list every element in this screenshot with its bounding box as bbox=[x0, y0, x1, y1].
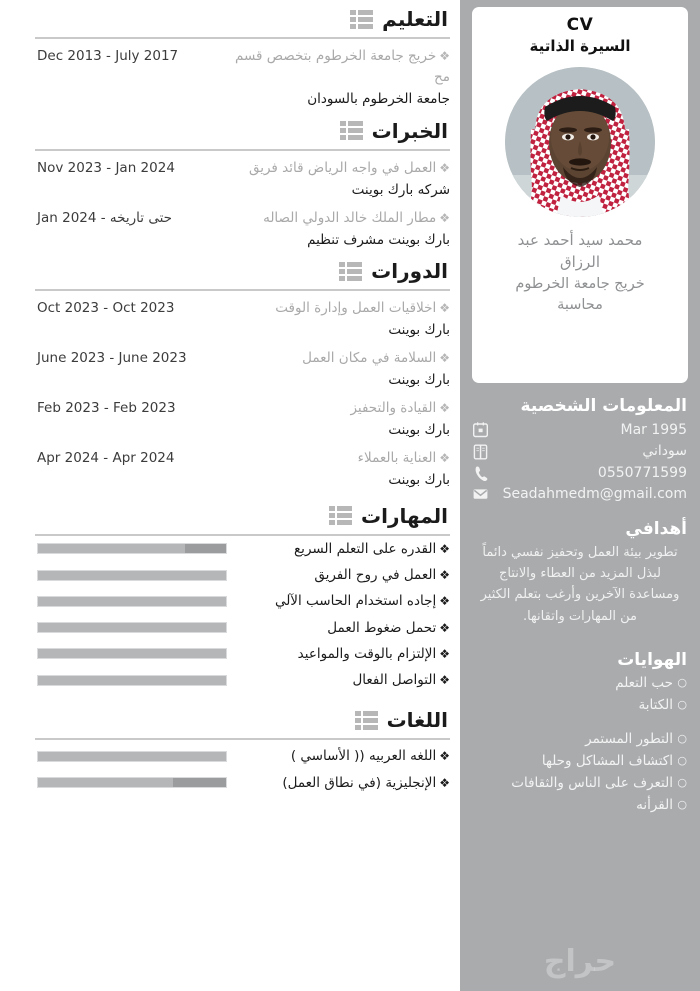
entry-title-text: اخلاقيات العمل وإدارة الوقت bbox=[275, 300, 437, 317]
entry-subtitle: جامعة الخرطوم بالسودان bbox=[307, 90, 450, 107]
bullet-icon: ❖ bbox=[439, 568, 450, 583]
bullet-icon: ❖ bbox=[439, 646, 450, 661]
profile-card bbox=[472, 7, 688, 383]
hobbies-list-secondary bbox=[473, 729, 687, 816]
skill-row bbox=[0, 641, 460, 667]
info-row-email[interactable] bbox=[473, 484, 687, 504]
entry-body bbox=[227, 348, 450, 391]
entry-body bbox=[227, 158, 450, 201]
skill-label-text: التواصل الفعال bbox=[352, 672, 437, 689]
sidebar-section-hobbies bbox=[460, 649, 700, 817]
entry-title bbox=[227, 158, 450, 179]
info-value-birthdate: Mar 1995 bbox=[620, 422, 687, 439]
entry-title bbox=[227, 398, 450, 419]
bullet-icon: ❖ bbox=[439, 49, 450, 63]
section-header-education bbox=[0, 0, 460, 34]
avatar bbox=[505, 67, 655, 217]
entry-subtitle: شركه بارك بوينت bbox=[351, 181, 450, 198]
experience-entry bbox=[0, 151, 460, 201]
bullet-icon: ❖ bbox=[439, 541, 450, 556]
hobby-text: الكتابة bbox=[638, 696, 673, 713]
watermark: حراج bbox=[543, 944, 617, 979]
bullet-icon: ❖ bbox=[439, 301, 450, 316]
skill-label bbox=[227, 591, 450, 611]
skill-row bbox=[0, 536, 460, 562]
entry-title-text: السلامة في مكان العمل bbox=[302, 350, 437, 367]
hobby-item bbox=[473, 729, 687, 751]
bullet-icon: ❖ bbox=[439, 673, 450, 688]
section-header-courses bbox=[0, 252, 460, 286]
language-row bbox=[0, 740, 460, 769]
entry-date: June 2023 - June 2023 bbox=[37, 350, 187, 367]
circle-bullet-icon: ○ bbox=[677, 776, 687, 790]
skill-label bbox=[227, 565, 450, 585]
hobby-item bbox=[473, 773, 687, 795]
info-row-birthdate bbox=[473, 420, 687, 440]
circle-bullet-icon: ○ bbox=[677, 732, 687, 746]
entry-subtitle: بارك بوينت bbox=[388, 372, 450, 389]
info-value-email: Seadahmedm@gmail.com bbox=[502, 485, 687, 502]
list-grid-icon bbox=[339, 262, 362, 281]
language-bar bbox=[37, 777, 227, 788]
hobby-item bbox=[473, 751, 687, 773]
bullet-icon: ❖ bbox=[439, 351, 450, 366]
hobbies-title: الهوايات bbox=[617, 649, 687, 670]
skill-bar bbox=[37, 570, 227, 581]
envelope-icon bbox=[473, 486, 488, 502]
experience-entry bbox=[0, 201, 460, 251]
bullet-icon: ❖ bbox=[439, 775, 450, 790]
circle-bullet-icon: ○ bbox=[677, 697, 687, 711]
profile-name-block bbox=[480, 229, 680, 318]
skill-label bbox=[227, 644, 450, 664]
skill-label bbox=[227, 618, 450, 638]
skill-label bbox=[227, 670, 450, 690]
list-grid-icon bbox=[329, 506, 352, 525]
sidebar-section-goals bbox=[460, 518, 700, 626]
info-value-phone: 0550771599 bbox=[597, 464, 687, 481]
skill-bar bbox=[37, 675, 227, 686]
entry-title-text: العمل في واجه الرياض قائد فريق bbox=[248, 159, 437, 176]
sidebar-section-personal-info bbox=[460, 395, 700, 504]
hobby-text: اكتشاف المشاكل وحلها bbox=[541, 753, 673, 770]
language-label bbox=[227, 773, 450, 793]
skill-label bbox=[227, 539, 450, 559]
entry-title-text: العناية بالعملاء bbox=[357, 449, 437, 466]
personal-info-list bbox=[473, 420, 687, 504]
profile-name-line1: محمد سيد أحمد عبد bbox=[517, 230, 643, 249]
entry-title-text: القيادة والتحفيز bbox=[350, 400, 437, 417]
education-entry bbox=[0, 39, 460, 110]
passport-icon bbox=[473, 444, 488, 460]
entry-date: Apr 2024 - Apr 2024 bbox=[37, 449, 175, 466]
skill-bar bbox=[37, 543, 227, 554]
bullet-icon: ❖ bbox=[439, 401, 450, 416]
entry-title bbox=[227, 348, 450, 369]
goals-text: تطوير بيئة العمل وتحفيز نفسي دائماً لبذل المزيد من العطاء والانتاج ومساعدة الآخرين وأرغب بتعلم الكثير من المهارات واتقانها. bbox=[480, 545, 680, 624]
circle-bullet-icon: ○ bbox=[677, 675, 687, 689]
language-bar bbox=[37, 751, 227, 762]
entry-subtitle: بارك بوينت مشرف تنظيم bbox=[307, 231, 450, 248]
course-entry bbox=[0, 341, 460, 391]
info-row-phone[interactable] bbox=[473, 463, 687, 483]
entry-body bbox=[227, 208, 450, 251]
cv-title-en: CV bbox=[566, 15, 594, 35]
info-row-nationality bbox=[473, 441, 687, 461]
bullet-icon: ❖ bbox=[439, 450, 450, 465]
sidebar bbox=[460, 0, 700, 991]
hobby-item bbox=[473, 695, 687, 717]
entry-title bbox=[227, 46, 450, 88]
section-experience bbox=[0, 112, 460, 251]
skill-label-text: العمل في روح الفريق bbox=[314, 567, 437, 584]
profile-education: خريج جامعة الخرطوم bbox=[515, 275, 645, 292]
entry-date: Dec 2013 - July 2017 bbox=[37, 48, 179, 64]
hobbies-list-primary bbox=[473, 673, 687, 717]
language-label bbox=[227, 746, 450, 766]
profile-name-line2: الرزاق bbox=[559, 253, 601, 272]
language-label-text: اللغه العربيه (( الأساسي ) bbox=[290, 748, 437, 765]
course-entry bbox=[0, 291, 460, 341]
calendar-icon bbox=[473, 422, 488, 438]
skill-bar bbox=[37, 622, 227, 633]
skill-row bbox=[0, 667, 460, 693]
info-value-nationality: سوداني bbox=[642, 443, 687, 460]
entry-date: Nov 2023 - Jan 2024 bbox=[37, 159, 175, 176]
section-header-skills bbox=[0, 497, 460, 531]
section-education bbox=[0, 0, 460, 110]
entry-subtitle: بارك بوينت bbox=[388, 322, 450, 339]
personal-info-title: المعلومات الشخصية bbox=[520, 396, 687, 416]
entry-body bbox=[227, 298, 450, 341]
bullet-icon: ❖ bbox=[439, 594, 450, 609]
entry-body bbox=[227, 398, 450, 441]
circle-bullet-icon: ○ bbox=[677, 754, 687, 768]
hobbies-spacer bbox=[473, 716, 687, 727]
entry-date: Feb 2023 - Feb 2023 bbox=[37, 400, 176, 417]
skill-label-text: القدره على التعلم السريع bbox=[294, 540, 437, 557]
course-entry bbox=[0, 441, 460, 491]
entry-date: Oct 2023 - Oct 2023 bbox=[37, 300, 175, 317]
skill-row bbox=[0, 588, 460, 614]
entry-body bbox=[227, 46, 450, 110]
section-skills bbox=[0, 497, 460, 694]
entry-subtitle: بارك بوينت bbox=[388, 471, 450, 488]
hobby-item bbox=[473, 673, 687, 695]
skill-label-text: تحمل ضغوط العمل bbox=[327, 619, 437, 636]
skill-bar bbox=[37, 596, 227, 607]
hobby-text: القرأنه bbox=[636, 796, 673, 813]
hobby-item bbox=[473, 795, 687, 817]
section-title-languages: اللغات bbox=[386, 708, 448, 733]
circle-bullet-icon: ○ bbox=[677, 797, 687, 811]
skill-bar bbox=[37, 648, 227, 659]
entry-title bbox=[227, 208, 450, 229]
profile-major: محاسبة bbox=[557, 297, 603, 314]
section-header-experience bbox=[0, 112, 460, 146]
cv-title-ar: السيرة الذاتية bbox=[529, 36, 631, 55]
section-languages bbox=[0, 701, 460, 796]
section-courses bbox=[0, 252, 460, 490]
entry-title bbox=[227, 448, 450, 469]
phone-icon bbox=[473, 465, 488, 481]
section-title-education: التعليم bbox=[382, 7, 448, 31]
skill-row bbox=[0, 615, 460, 641]
section-title-experience: الخبرات bbox=[371, 118, 448, 143]
language-label-text: الإنجليزية (في نطاق العمل) bbox=[282, 774, 437, 791]
section-title-skills: المهارات bbox=[361, 503, 448, 528]
section-header-languages bbox=[0, 701, 460, 735]
hobby-text: التعرف على الناس والثقافات bbox=[511, 775, 673, 792]
hobby-text: حب التعلم bbox=[615, 674, 673, 691]
entry-title-text: خريج جامعة الخرطوم بتخصص قسم مح bbox=[234, 48, 450, 85]
bullet-icon: ❖ bbox=[439, 620, 450, 635]
language-row bbox=[0, 770, 460, 796]
bullet-icon: ❖ bbox=[439, 749, 450, 764]
list-grid-icon bbox=[350, 10, 373, 29]
goals-title: أهدافي bbox=[625, 519, 687, 540]
bullet-icon: ❖ bbox=[439, 210, 450, 225]
list-grid-icon bbox=[340, 121, 363, 140]
list-grid-icon bbox=[355, 711, 378, 730]
entry-body bbox=[227, 448, 450, 491]
skill-row bbox=[0, 562, 460, 588]
hobby-text: التطور المستمر bbox=[585, 731, 673, 748]
section-title-courses: الدورات bbox=[371, 259, 448, 284]
entry-title-text: مطار الملك خالد الدولي الصاله bbox=[263, 209, 437, 226]
bullet-icon: ❖ bbox=[439, 160, 450, 175]
entry-date: Jan 2024 - حتى تاريخه bbox=[37, 209, 172, 226]
entry-subtitle: بارك بوينت bbox=[388, 422, 450, 439]
entry-title bbox=[227, 298, 450, 319]
course-entry bbox=[0, 391, 460, 441]
skill-label-text: إجاده استخدام الحاسب الآلي bbox=[274, 593, 437, 610]
skill-label-text: الإلتزام بالوقت والمواعيد bbox=[297, 645, 437, 662]
